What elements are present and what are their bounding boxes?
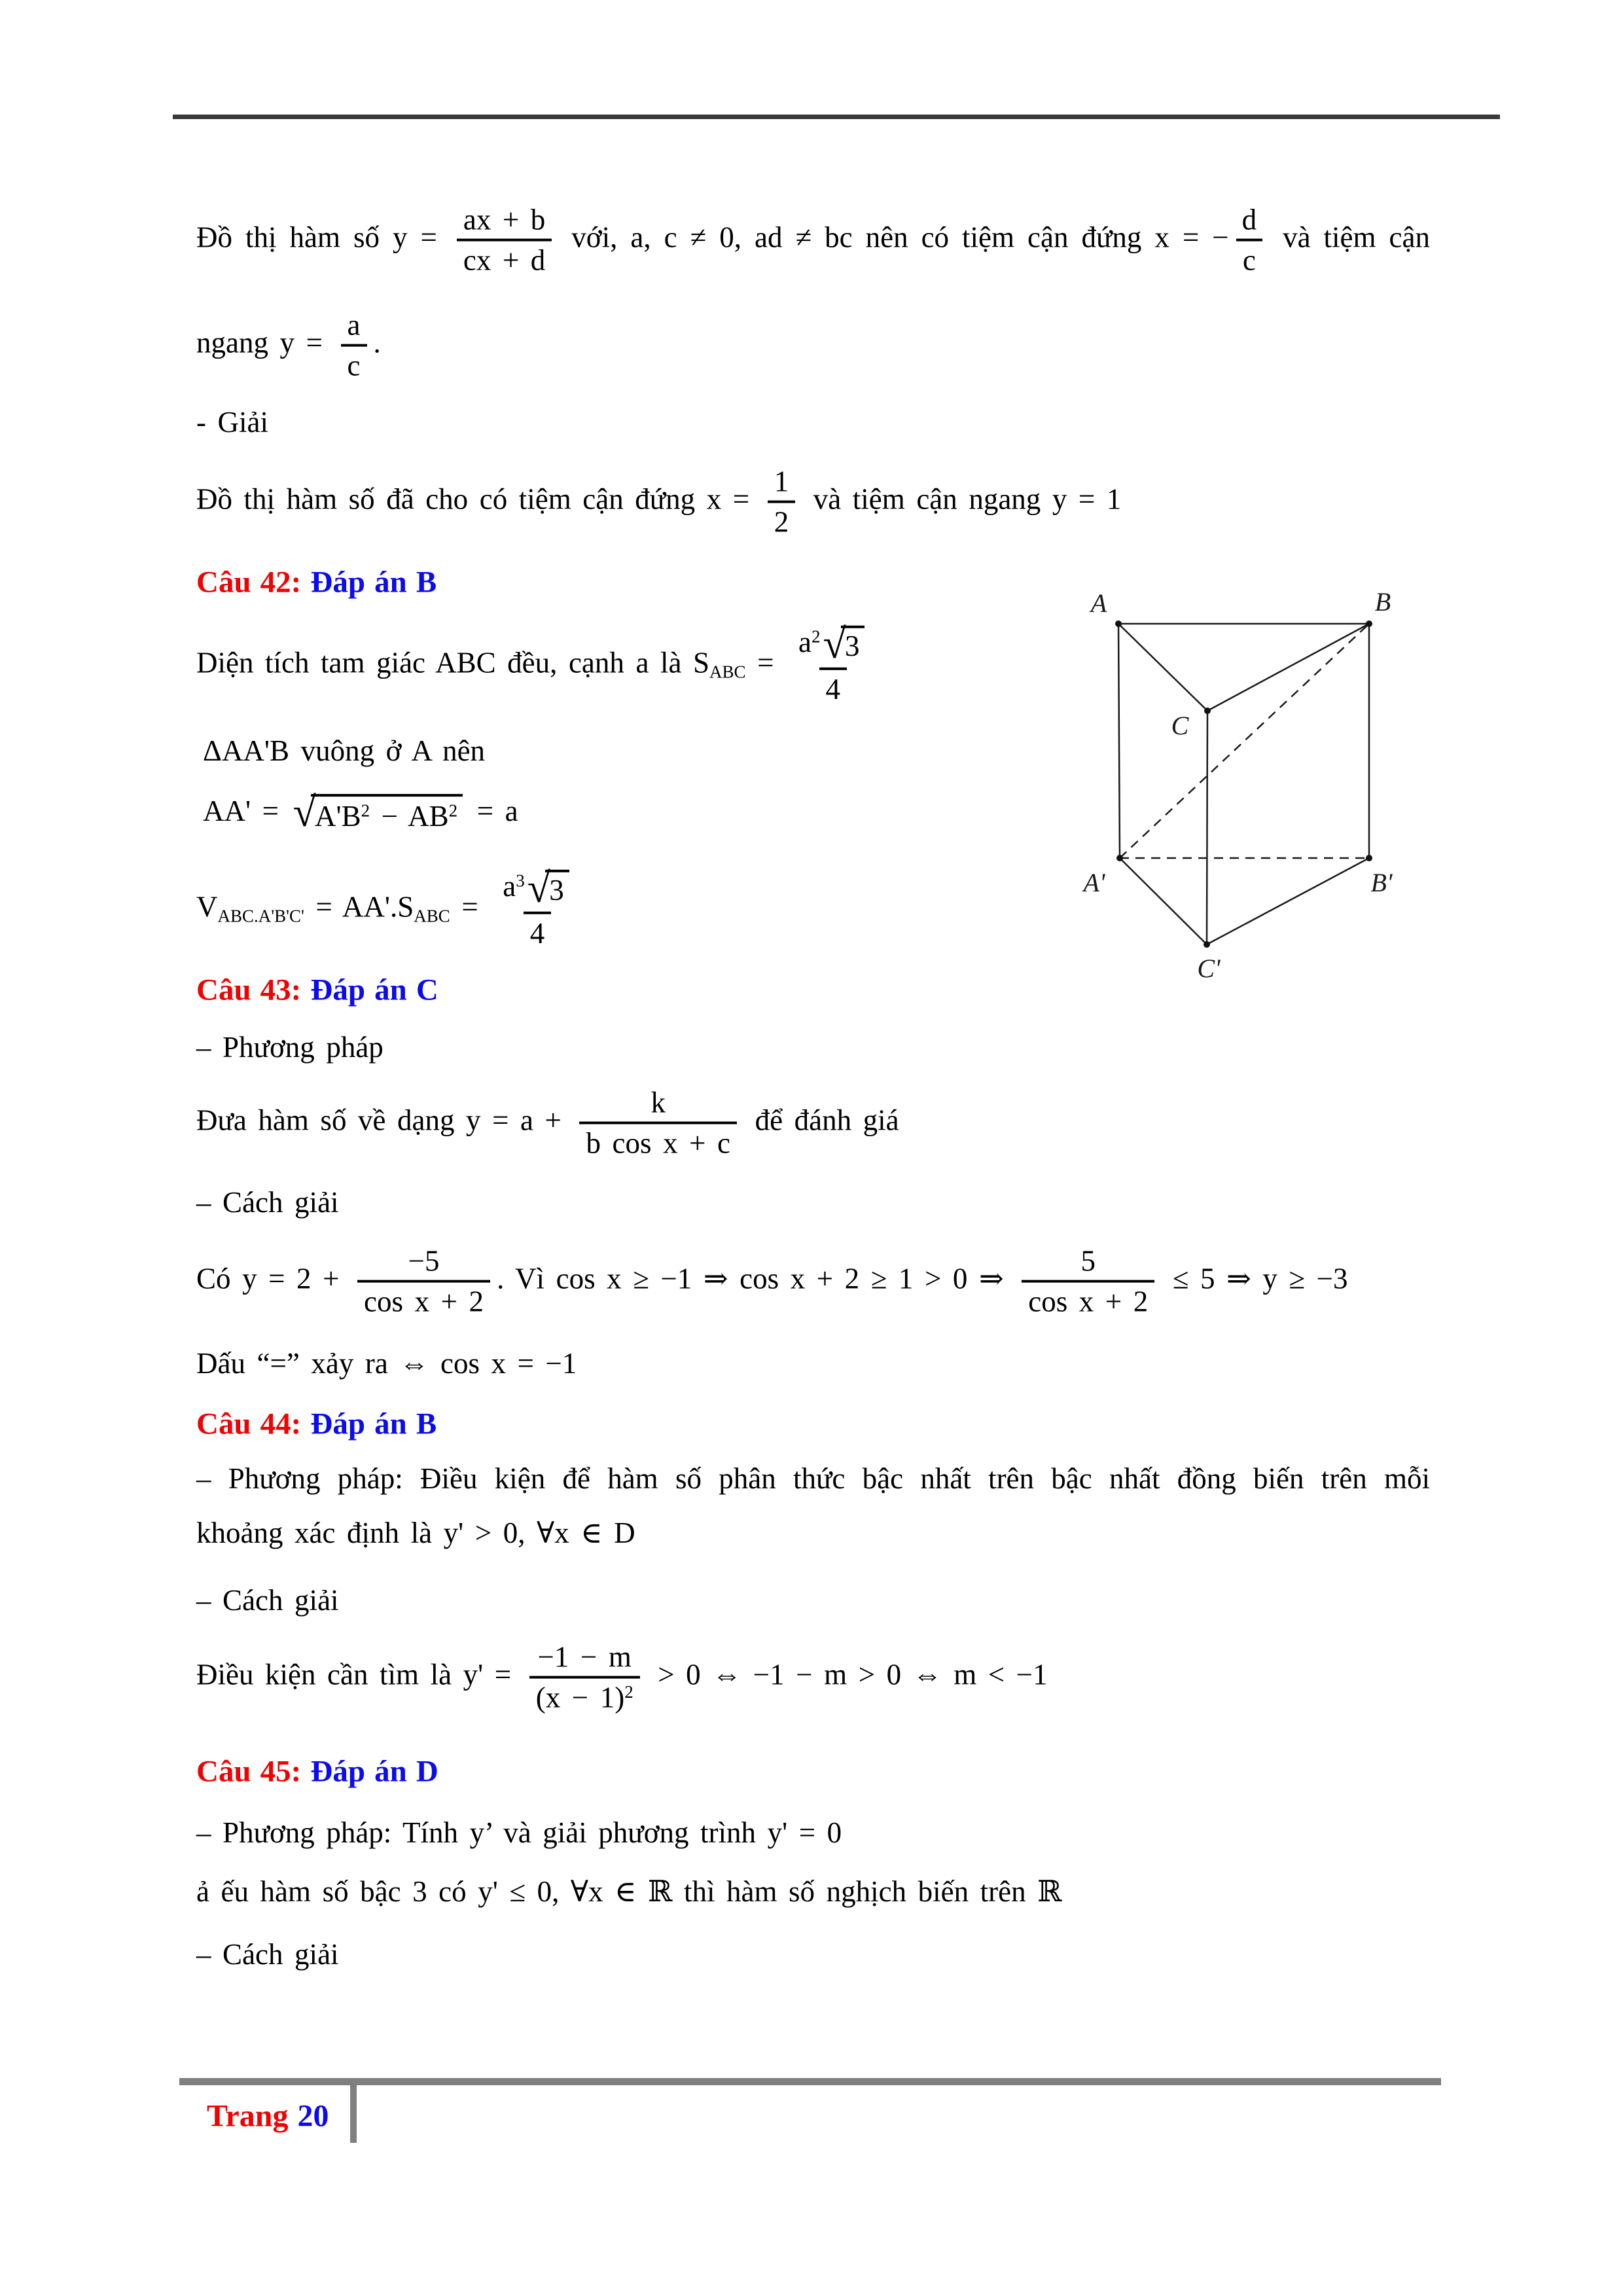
numerator xyxy=(792,620,874,668)
fraction xyxy=(792,620,874,706)
vertex-dot-A xyxy=(1115,620,1122,627)
text-run: ngang xyxy=(196,326,280,359)
denominator xyxy=(357,1280,490,1318)
text-run: với, a, c ≠ 0, ad ≠ bc nên có tiệm cận đứng xyxy=(558,221,1155,254)
text-run: Đồ thị hàm số đã cho có tiệm cận đứng xyxy=(196,482,707,516)
text-run: cos x + 2 xyxy=(364,1285,484,1318)
fraction xyxy=(1022,1245,1154,1319)
text-run: thì hàm số nghịch biến trên ℝ xyxy=(672,1874,1062,1908)
radicand xyxy=(311,794,463,834)
text-run: 2 xyxy=(624,1682,633,1702)
fraction xyxy=(457,204,552,278)
text-run: y' = 0 xyxy=(767,1816,842,1849)
text-run: y = 2 + xyxy=(242,1262,351,1295)
denominator xyxy=(1236,239,1262,277)
numerator xyxy=(531,1641,638,1676)
content-line xyxy=(196,404,268,440)
text-run: = xyxy=(450,890,490,924)
superscript xyxy=(361,800,370,820)
fraction xyxy=(529,1641,640,1715)
text-run: Có xyxy=(196,1262,243,1295)
vertex-label: B xyxy=(1374,587,1391,617)
text-run: – Phương pháp xyxy=(196,1030,383,1064)
top-rule xyxy=(173,115,1500,119)
text-run: 5 xyxy=(1080,1244,1096,1278)
prism-edge-A-C xyxy=(1118,624,1207,711)
content-line xyxy=(196,1029,383,1066)
text-run: −5 xyxy=(408,1244,440,1278)
text-run: Diện tích tam giác ABC đều, cạnh a là xyxy=(196,646,693,679)
vertex-dot-Bp xyxy=(1366,855,1372,861)
content-line xyxy=(196,1641,1048,1715)
answer-heading xyxy=(196,564,437,602)
text-run: 3 xyxy=(516,870,525,891)
answer-heading xyxy=(196,1753,438,1791)
numerator xyxy=(1074,1245,1102,1280)
text-run: . Vì xyxy=(497,1262,556,1295)
radical-sign-icon: √ xyxy=(527,864,550,911)
vertex-label: B' xyxy=(1370,868,1393,897)
denominator xyxy=(457,239,552,277)
text-run: . xyxy=(373,326,381,359)
text-run: a xyxy=(347,308,361,342)
answer-heading xyxy=(196,1405,437,1444)
text-run: − AB xyxy=(370,799,449,833)
square-root xyxy=(527,864,569,911)
text-run: ΔAA'B vuông ở A nên xyxy=(203,734,486,767)
prism-edge-Ap-Cp xyxy=(1120,858,1207,944)
answer-text: Đáp án D xyxy=(310,1754,438,1789)
question-number: Câu 45: xyxy=(196,1754,311,1789)
text-run: ả ếu hàm số bậc 3 có xyxy=(196,1874,478,1908)
text-run: để đánh giá xyxy=(743,1103,899,1137)
text-run: ABC.A'B'C' xyxy=(217,906,304,926)
text-run: = a xyxy=(465,795,518,828)
text-run: y = xyxy=(392,221,450,254)
text-run: – Cách giải xyxy=(196,1937,339,1971)
text-run: ⇔ cos x = −1 xyxy=(399,1346,577,1380)
content-line xyxy=(196,1245,1348,1319)
question-number: Câu 43: xyxy=(196,973,311,1007)
text-run: – Cách giải xyxy=(196,1185,339,1219)
text-run: 2 xyxy=(448,800,458,820)
subscript xyxy=(414,906,450,925)
text-run: y' ≤ 0, ∀x ∈ ℝ xyxy=(478,1874,673,1908)
content-line xyxy=(196,309,381,383)
fraction xyxy=(341,309,367,383)
radicand xyxy=(545,870,569,906)
text-run: a xyxy=(503,870,516,903)
denominator xyxy=(341,344,367,382)
text-run: −1 − m xyxy=(537,1640,632,1674)
vertex-dot-B xyxy=(1366,620,1372,627)
content-line xyxy=(196,864,585,950)
denominator xyxy=(529,1676,640,1714)
text-run: a xyxy=(798,626,812,659)
content-line xyxy=(196,620,880,706)
text-run: ABC xyxy=(709,662,746,682)
text-run: ax + b xyxy=(463,203,546,236)
text-run: và tiệm cận xyxy=(1270,221,1430,254)
text-run: khoảng xác định là xyxy=(196,1516,444,1549)
text-run: (x − 1) xyxy=(535,1681,625,1714)
page-footer xyxy=(207,2098,329,2134)
text-run: – Cách giải xyxy=(196,1583,339,1617)
vertex-label: A' xyxy=(1083,868,1105,897)
content-line xyxy=(196,1814,842,1851)
text-run: y = a + xyxy=(466,1103,573,1137)
numerator xyxy=(496,864,578,912)
text-run: y = 1 xyxy=(1052,482,1122,516)
subscript xyxy=(709,662,746,681)
numerator xyxy=(645,1086,673,1122)
content-line xyxy=(196,1460,1430,1497)
text-run: Đồ thị hàm số xyxy=(196,221,393,254)
text-run: - Giải xyxy=(196,405,269,439)
denominator xyxy=(819,668,847,706)
text-run: AA' = xyxy=(203,795,291,828)
text-run: 3 xyxy=(549,873,564,906)
content-line xyxy=(196,1873,1062,1910)
fraction xyxy=(496,864,578,950)
text-run: cos x + 2 xyxy=(1028,1285,1149,1318)
answer-text: Đáp án B xyxy=(310,565,437,600)
text-run: > 0 ⇔ −1 − m > 0 ⇔ m < −1 xyxy=(646,1658,1048,1691)
text-run: d xyxy=(1241,203,1257,236)
vertex-dot-Ap xyxy=(1116,855,1123,861)
numerator xyxy=(1236,204,1264,239)
question-number: Câu 44: xyxy=(196,1407,311,1441)
text-run: V xyxy=(196,890,218,924)
vertex-label: C' xyxy=(1197,954,1221,983)
numerator xyxy=(402,1245,446,1280)
text-run: – Phương pháp: Điều kiện để hàm số phân thức bậc nhất trên bậc nhất đồng biến trên mỗi xyxy=(196,1462,1430,1495)
text-run: x = − xyxy=(1154,221,1229,254)
content-line xyxy=(196,1515,635,1551)
text-run: A'B xyxy=(315,799,361,833)
text-run: x = xyxy=(706,482,761,516)
numerator xyxy=(457,204,552,239)
fraction xyxy=(768,465,796,539)
text-run: và tiệm cận ngang xyxy=(802,482,1052,516)
answer-text: Đáp án B xyxy=(310,1407,437,1441)
content-line xyxy=(196,1184,339,1221)
numerator xyxy=(341,309,367,344)
text-run: – Phương pháp: Tính y’ và giải phương trình xyxy=(196,1816,768,1849)
radicand xyxy=(841,626,865,662)
text-run: y = xyxy=(279,326,334,359)
text-run: = xyxy=(745,646,786,679)
text-run: S xyxy=(693,646,710,679)
text-run: Đưa hàm số về dạng xyxy=(196,1103,467,1137)
text-run: c xyxy=(1242,244,1256,277)
content-line xyxy=(196,465,1121,539)
prism-edge-Cp-Bp xyxy=(1207,858,1369,944)
text-run: 1 xyxy=(774,465,789,498)
fraction xyxy=(357,1245,490,1319)
fraction xyxy=(579,1086,737,1160)
text-run: b cos x + c xyxy=(586,1127,731,1160)
denominator xyxy=(768,501,796,539)
text-run: cx + d xyxy=(463,244,546,277)
text-run: k xyxy=(651,1086,666,1119)
footer-tick xyxy=(350,2085,357,2143)
content-line xyxy=(203,732,485,769)
fraction xyxy=(1236,204,1264,278)
vertex-label: C xyxy=(1171,711,1189,740)
text-run: 2 xyxy=(812,626,821,647)
footer-rule xyxy=(179,2078,1441,2085)
footer-label: Trang xyxy=(207,2098,289,2134)
denominator xyxy=(579,1122,737,1160)
answer-heading xyxy=(196,971,438,1010)
text-run: Dấu “=” xảy ra xyxy=(196,1346,400,1380)
text-run: 2 xyxy=(774,506,789,539)
square-root xyxy=(293,788,463,835)
content-line xyxy=(196,1345,577,1382)
text-run: cos x ≥ −1 ⇒ cos x + 2 ≥ 1 > 0 ⇒ xyxy=(556,1262,1016,1295)
prism-edge-Ap-B xyxy=(1120,624,1369,858)
superscript xyxy=(624,1682,633,1702)
footer-page-number: 20 xyxy=(297,2098,329,2134)
subscript xyxy=(218,906,304,925)
text-run: 4 xyxy=(825,672,840,706)
text-run: 3 xyxy=(844,629,860,662)
text-run: c xyxy=(347,350,361,382)
text-run: = AA'.S xyxy=(304,890,414,924)
radical-sign-icon: √ xyxy=(823,620,846,667)
text-run: 4 xyxy=(529,916,545,950)
superscript xyxy=(449,800,458,820)
prism-figure xyxy=(1067,583,1420,1001)
vertex-dot-C xyxy=(1204,708,1211,714)
triangular-prism-svg xyxy=(1067,583,1420,1001)
text-run: y' > 0, ∀x ∈ D xyxy=(443,1516,635,1549)
answer-text: Đáp án C xyxy=(310,973,438,1007)
content-line xyxy=(196,1582,339,1619)
superscript xyxy=(516,870,525,890)
content-line xyxy=(196,1086,899,1160)
vertex-label: A xyxy=(1090,588,1107,618)
text-run: ≤ 5 ⇒ y ≥ −3 xyxy=(1161,1262,1348,1295)
text-run: y' = xyxy=(463,1658,523,1691)
superscript xyxy=(812,626,821,646)
denominator xyxy=(524,912,552,950)
radical-sign-icon: √ xyxy=(293,788,316,835)
content-line xyxy=(196,204,1430,278)
denominator xyxy=(1022,1280,1154,1318)
square-root xyxy=(823,620,865,667)
text-run: 2 xyxy=(361,800,370,820)
content-line xyxy=(196,1936,339,1973)
text-run: Điều kiện cần tìm là xyxy=(196,1658,463,1691)
numerator xyxy=(768,465,796,501)
question-number: Câu 42: xyxy=(196,565,311,600)
prism-edge-C-B xyxy=(1207,624,1369,711)
prism-edge-A-Ap xyxy=(1118,624,1120,858)
vertex-dot-Cp xyxy=(1204,941,1210,948)
text-run: ABC xyxy=(414,906,450,926)
content-line xyxy=(203,788,518,835)
